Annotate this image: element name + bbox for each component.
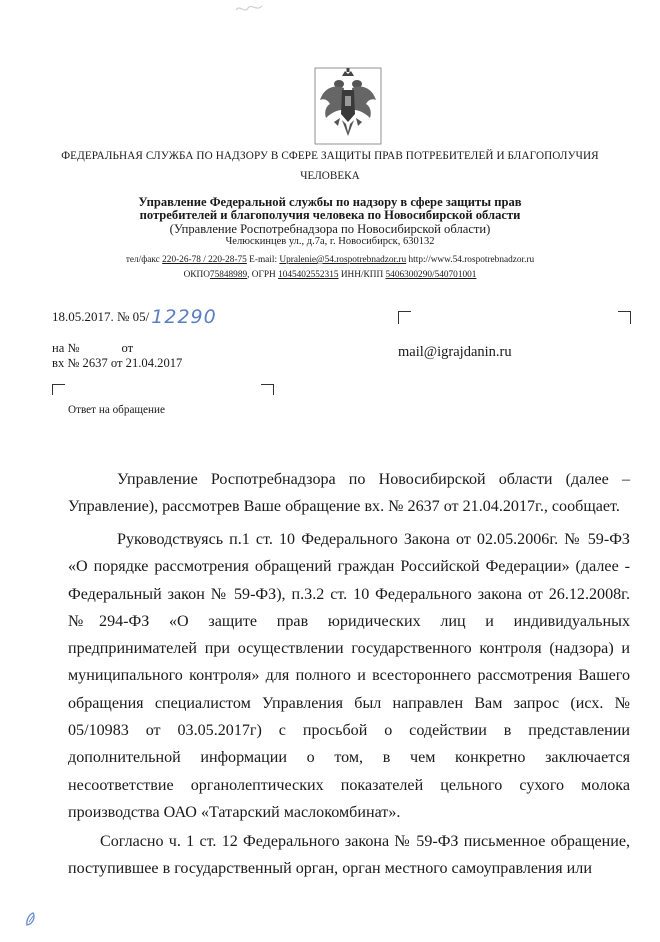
letter-subject: Ответ на обращение <box>68 404 165 416</box>
handwritten-outgoing-number: 12290 <box>151 306 217 328</box>
recipient-email: mail@igrajdanin.ru <box>398 344 512 360</box>
body-paragraph-1: Управление Роспотребнадзора по Новосибирской области (далее – Управление), рассмотрев Ваше обращение вх. № 2637 от 21.04.2017г., сообщает. <box>68 471 630 516</box>
inn-kpp-label: ИНН/КПП <box>338 270 386 280</box>
subject-bracket-right <box>261 384 274 395</box>
address-bracket-top-left <box>398 311 411 324</box>
page-corner-mark-icon <box>24 910 38 928</box>
phone-numbers: 220-26-78 / 220-28-75 <box>162 255 247 265</box>
okpo-label: ОКПО <box>183 270 210 280</box>
agency-title-line-1: ФЕДЕРАЛЬНАЯ СЛУЖБА ПО НАДЗОРУ В СФЕРЕ ЗАЩИТЫ ПРАВ ПОТРЕБИТЕЛЕЙ И БЛАГОПОЛУЧИЯ <box>61 150 599 162</box>
incoming-reference: вх № 2637 от 21.04.2017 <box>52 356 183 370</box>
reply-to-date-label: от <box>121 341 134 355</box>
agency-email-link[interactable]: Upralenie@54.rospotrebnadzor.ru <box>279 255 407 265</box>
phone-label: тел/факс <box>125 255 163 265</box>
outgoing-reference <box>52 304 217 326</box>
subject-bracket-left <box>52 384 65 395</box>
department-short-name: (Управление Роспотребнадзора по Новосибирской области) <box>169 222 491 236</box>
contacts-line <box>0 255 660 265</box>
agency-website-link[interactable]: http://www.54.rospotrebnadzor.ru <box>406 255 535 265</box>
reply-to-number-label: на № <box>52 341 80 355</box>
ogrn-label: , ОГРН <box>247 270 279 280</box>
body-paragraph-2: Руководствуясь п.1 ст. 10 Федерального Закона от 02.05.2006г. № 59-ФЗ «О порядке рассмотрения обращений граждан Российской Федерации» (далее - Федеральный закон № 59-ФЗ), п.3.2 ст. 10 Федерального закона от 26.12.2008г. №294-ФЗ «О защите прав юридических лиц и индивидуальных предпринимателей при осуществлении государственного контроля (надзора) и муниципального контроля» для полного и всестороннего рассмотрения Вашего обращения специалистом Управления был направлен Вам запрос (исх. № 05/10983 от 03.05.2017г) с просьбой о содействии в представлении дополнительной информации о том, в чем конкретно заключается несоответствие органолептических показателей цельного сухого молока производства ОАО «Татарский маслокомбинат». <box>68 531 630 821</box>
address-bracket-top-right <box>618 311 631 324</box>
department-address: Челюскинцев ул., д.7а, г. Новосибирск, 630132 <box>225 236 435 247</box>
department-name-line-1: Управление Федеральной службы по надзору в сфере защиты прав <box>138 195 522 209</box>
okpo-value: 75848989 <box>209 270 248 280</box>
registration-ids-line <box>0 270 660 280</box>
department-name-line-2: потребителей и благополучия человека по Новосибирской области <box>139 208 521 222</box>
faint-pen-mark <box>232 0 272 18</box>
ogrn-value: 1045402552315 <box>278 270 339 280</box>
coat-of-arms-emblem <box>312 66 384 148</box>
outgoing-date-prefix: 18.05.2017. № 05/ <box>52 309 150 324</box>
inn-kpp-value: 5406300290/540701001 <box>385 270 477 280</box>
email-label: E-mail: <box>246 255 280 265</box>
body-paragraph-3: Согласно ч. 1 ст. 12 Федерального закона № 59-ФЗ письменное обращение, поступившее в государственный орган, орган местного самоуправления или <box>68 833 630 878</box>
reply-to-reference <box>52 341 133 356</box>
agency-title-line-2: ЧЕЛОВЕКА <box>300 170 360 182</box>
